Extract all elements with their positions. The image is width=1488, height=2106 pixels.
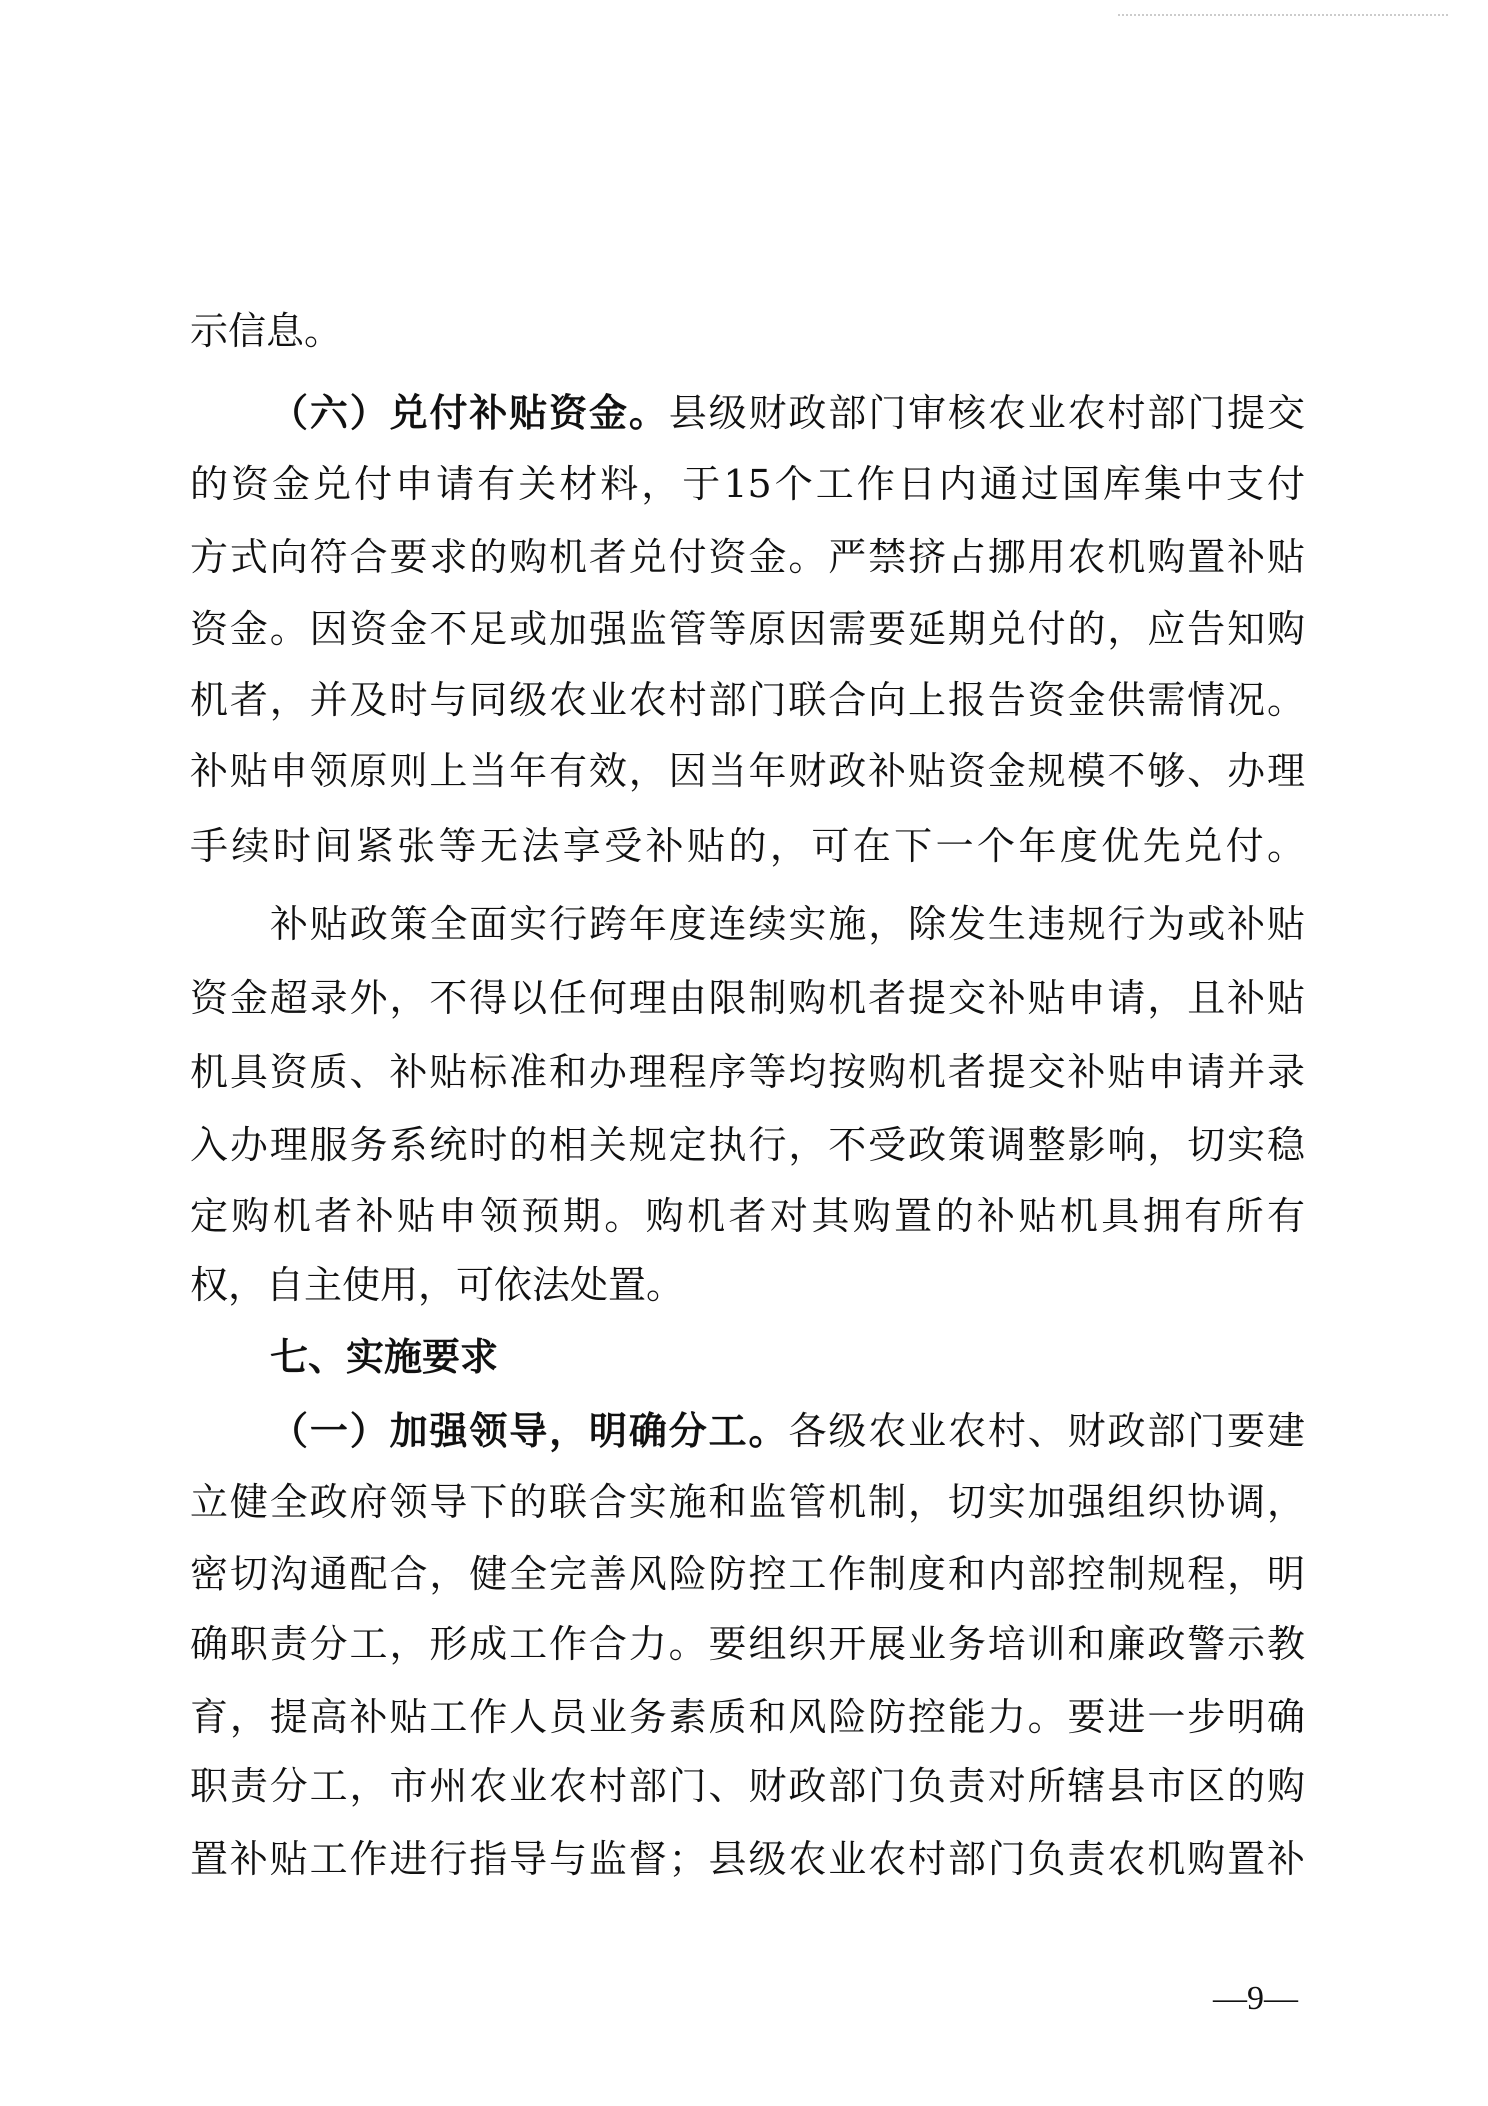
line-text: 七、实施要求	[270, 1334, 499, 1379]
text-line	[190, 743, 1305, 799]
text-line	[190, 601, 1305, 657]
line-text: 资金超录外，不得以任何理由限制购机者提交补贴申请，且补贴	[190, 976, 1305, 1020]
text-line	[190, 1758, 1305, 1814]
text-line	[190, 529, 1305, 585]
line-text: 各级农业农村、财政部门要建	[788, 1409, 1305, 1453]
line-text: 职责分工，市州农业农村部门、财政部门负责对所辖县市区的购	[190, 1764, 1305, 1808]
line-text: 机具资质、补贴标准和办理程序等均按购机者提交补贴申请并录	[190, 1050, 1305, 1094]
text-line	[190, 1616, 1305, 1672]
line-text: 权，自主使用，可依法处置。	[190, 1263, 685, 1307]
line-text: 资金。因资金不足或加强监管等原因需要延期兑付的，应告知购	[190, 607, 1305, 651]
text-line	[190, 1831, 1305, 1887]
line-text: 方式向符合要求的购机者兑付资金。严禁挤占挪用农机购置补贴	[190, 535, 1305, 579]
line-text: 示信息。	[190, 309, 343, 353]
text-line	[270, 896, 1305, 952]
text-line	[190, 1188, 1305, 1244]
text-line	[190, 1546, 1305, 1602]
line-text: 立健全政府领导下的联合实施和监管机制，切实加强组织协调，	[190, 1480, 1305, 1524]
paragraph-lead-title: （一）加强领导，明确分工。	[270, 1408, 789, 1453]
line-text: 补贴申领原则上当年有效，因当年财政补贴资金规模不够、办理	[190, 749, 1305, 793]
line-text: 密切沟通配合，健全完善风险防控工作制度和内部控制规程，明	[190, 1552, 1305, 1596]
line-text: 置补贴工作进行指导与监督；县级农业农村部门负责农机购置补	[190, 1837, 1305, 1881]
text-line	[190, 1044, 1305, 1100]
scan-artifact-marks	[1118, 14, 1448, 16]
text-line	[190, 303, 342, 359]
line-text: 机者，并及时与同级农业农村部门联合向上报告资金供需情况。	[190, 678, 1305, 722]
line-text: 定购机者补贴申领预期。购机者对其购置的补贴机具拥有所有	[190, 1194, 1305, 1238]
line-text: 的资金兑付申请有关材料，于15个工作日内通过国库集中支付	[190, 462, 1305, 506]
text-line	[190, 1689, 1305, 1745]
text-line	[190, 1474, 1305, 1530]
line-text: 入办理服务系统时的相关规定执行，不受政策调整影响，切实稳	[190, 1123, 1305, 1167]
line-text: 确职责分工，形成工作合力。要组织开展业务培训和廉政警示教	[190, 1622, 1305, 1666]
line-text: 补贴政策全面实行跨年度连续实施，除发生违规行为或补贴	[270, 902, 1305, 946]
text-line	[190, 1117, 1305, 1173]
text-line	[270, 1403, 1305, 1459]
text-line	[190, 456, 1305, 512]
text-line	[190, 970, 1305, 1026]
text-line	[190, 672, 1305, 728]
line-text: 手续时间紧张等无法享受补贴的，可在下一个年度优先兑付。	[190, 824, 1305, 868]
text-line	[190, 1257, 684, 1313]
text-line	[190, 818, 1305, 874]
line-text: 育，提高补贴工作人员业务素质和风险防控能力。要进一步明确	[190, 1695, 1305, 1739]
paragraph-lead-title: （六）兑付补贴资金。	[270, 390, 669, 435]
line-text: 县级财政部门审核农业农村部门提交	[668, 391, 1305, 435]
text-line	[270, 385, 1305, 441]
page-number: —9—	[1213, 1980, 1298, 2017]
section-heading	[270, 1329, 498, 1385]
